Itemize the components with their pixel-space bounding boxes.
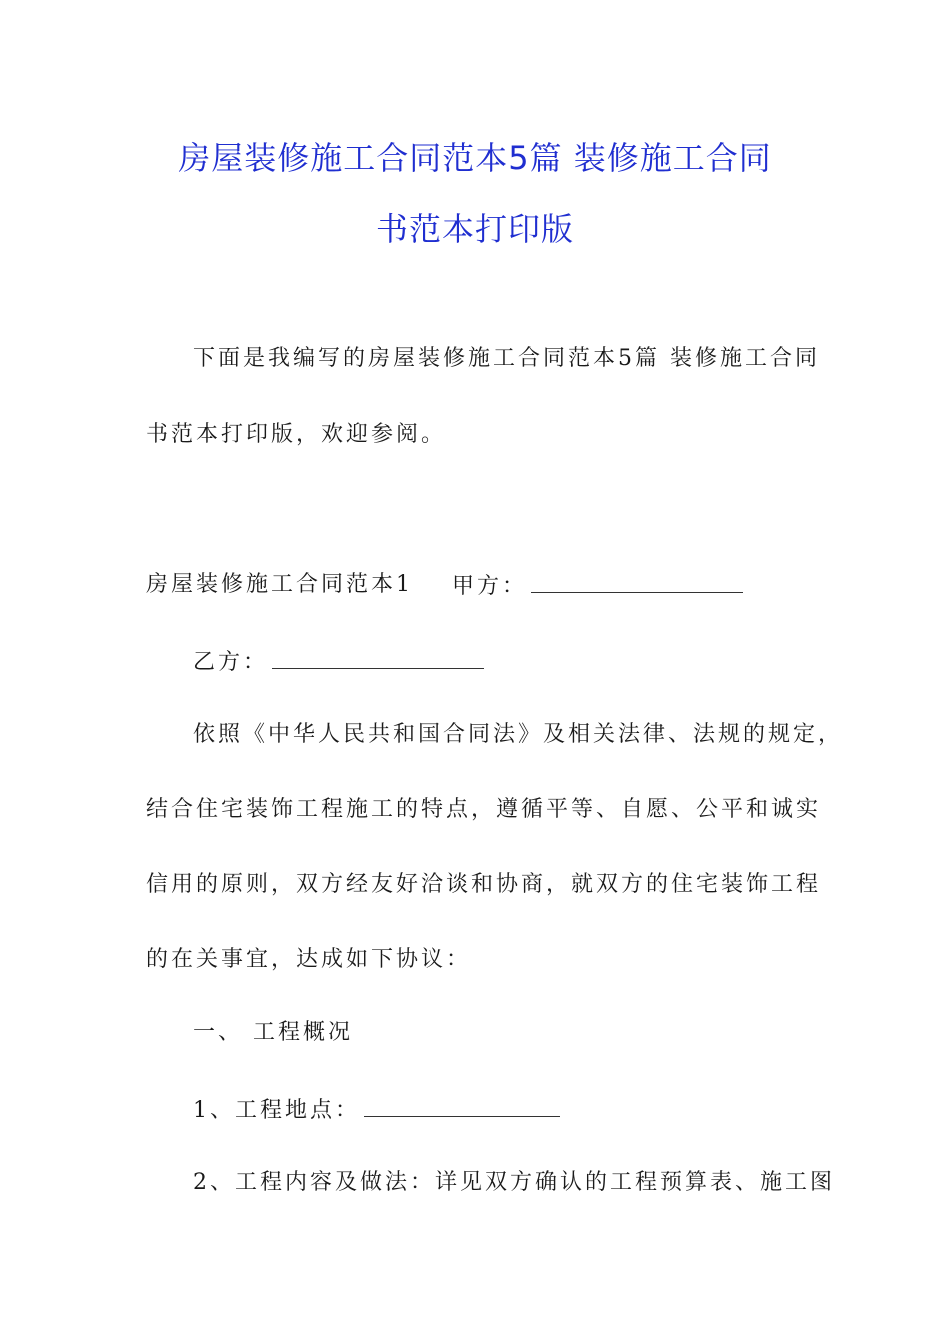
- preamble-line-1: 依照《中华人民共和国合同法》及相关法律、法规的规定，: [193, 722, 844, 747]
- item-2-line: 2、工程内容及做法：详见双方确认的工程预算表、施工图: [193, 1170, 835, 1195]
- party-a-row: [452, 570, 743, 602]
- contract-heading: 房屋装修施工合同范本1: [146, 572, 413, 597]
- intro-line-1: 下面是我编写的房屋装修施工合同范本5篇 装修施工合同: [193, 346, 820, 371]
- party-b-label: 乙方：: [193, 650, 269, 675]
- preamble-line-2: 结合住宅装饰工程施工的特点，遵循平等、自愿、公平和诚实: [146, 797, 822, 822]
- party-b-row: [193, 646, 484, 678]
- party-a-blank: [531, 570, 743, 593]
- item-1-label: 1、工程地点：: [193, 1098, 360, 1123]
- party-a-label: 甲方：: [452, 574, 528, 599]
- document-title-line-2: 书范本打印版: [375, 210, 574, 248]
- intro-line-2: 书范本打印版，欢迎参阅。: [146, 422, 447, 447]
- preamble-line-3: 信用的原则，双方经友好洽谈和协商，就双方的住宅装饰工程: [146, 872, 822, 897]
- document-title-line-1: 房屋装修施工合同范本5篇 装修施工合同: [178, 139, 772, 177]
- party-b-blank: [272, 646, 484, 669]
- preamble-line-4: 的在关事宜，达成如下协议：: [146, 947, 472, 972]
- item-1-blank: [364, 1094, 560, 1117]
- section-1-heading: 一、 工程概况: [193, 1020, 353, 1045]
- item-1-row: [193, 1094, 560, 1126]
